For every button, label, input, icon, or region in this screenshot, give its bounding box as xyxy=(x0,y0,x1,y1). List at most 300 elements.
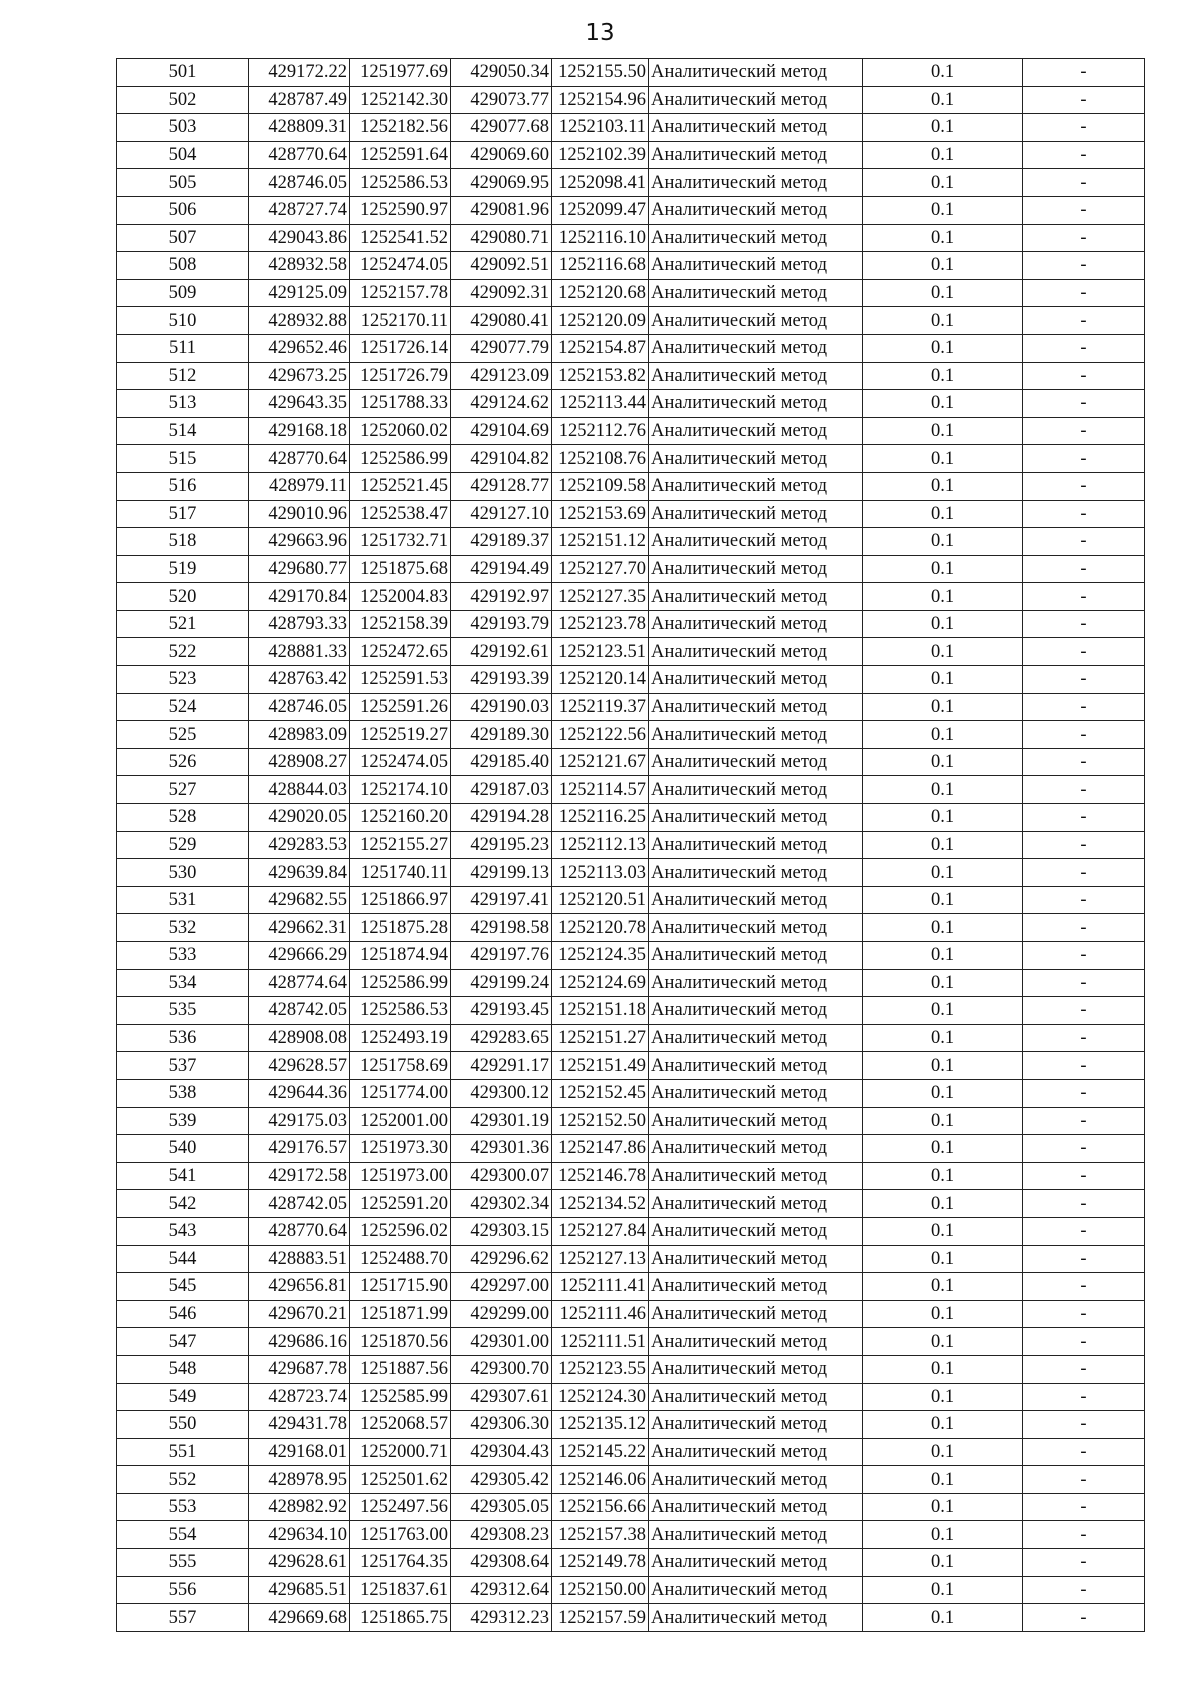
method-cell: Аналитический метод xyxy=(649,1245,863,1273)
y-new-cell: 1252151.18 xyxy=(552,997,649,1025)
note-cell: - xyxy=(1023,59,1145,87)
point-number-cell: 504 xyxy=(117,141,249,169)
x-new-cell: 429080.41 xyxy=(451,307,552,335)
x-new-cell: 429312.64 xyxy=(451,1576,552,1604)
x-new-cell: 429194.49 xyxy=(451,555,552,583)
y-old-cell: 1251837.61 xyxy=(350,1576,451,1604)
point-number-cell: 552 xyxy=(117,1466,249,1494)
method-cell: Аналитический метод xyxy=(649,693,863,721)
method-cell: Аналитический метод xyxy=(649,390,863,418)
table-row xyxy=(117,1355,1145,1383)
table-row xyxy=(117,86,1145,114)
point-number-cell: 503 xyxy=(117,114,249,142)
table-row xyxy=(117,638,1145,666)
y-new-cell: 1252123.51 xyxy=(552,638,649,666)
x-old-cell: 428979.11 xyxy=(249,472,350,500)
x-new-cell: 429308.64 xyxy=(451,1549,552,1577)
note-cell: - xyxy=(1023,610,1145,638)
method-cell: Аналитический метод xyxy=(649,1438,863,1466)
y-old-cell: 1251875.28 xyxy=(350,914,451,942)
accuracy-cell: 0.1 xyxy=(863,141,1023,169)
point-number-cell: 521 xyxy=(117,610,249,638)
x-new-cell: 429190.03 xyxy=(451,693,552,721)
x-new-cell: 429123.09 xyxy=(451,362,552,390)
method-cell: Аналитический метод xyxy=(649,141,863,169)
y-new-cell: 1252109.58 xyxy=(552,472,649,500)
y-old-cell: 1252497.56 xyxy=(350,1493,451,1521)
x-old-cell: 428727.74 xyxy=(249,196,350,224)
table-row xyxy=(117,1604,1145,1632)
y-new-cell: 1252157.59 xyxy=(552,1604,649,1632)
x-new-cell: 429192.61 xyxy=(451,638,552,666)
note-cell: - xyxy=(1023,114,1145,142)
x-old-cell: 428746.05 xyxy=(249,693,350,721)
y-new-cell: 1252154.87 xyxy=(552,334,649,362)
method-cell: Аналитический метод xyxy=(649,776,863,804)
y-old-cell: 1251774.00 xyxy=(350,1079,451,1107)
note-cell: - xyxy=(1023,1052,1145,1080)
note-cell: - xyxy=(1023,1273,1145,1301)
page-number: 13 xyxy=(585,20,615,46)
x-new-cell: 429077.68 xyxy=(451,114,552,142)
x-old-cell: 429662.31 xyxy=(249,914,350,942)
y-new-cell: 1252145.22 xyxy=(552,1438,649,1466)
table-row xyxy=(117,114,1145,142)
table-row xyxy=(117,583,1145,611)
point-number-cell: 557 xyxy=(117,1604,249,1632)
y-new-cell: 1252151.49 xyxy=(552,1052,649,1080)
accuracy-cell: 0.1 xyxy=(863,1300,1023,1328)
x-new-cell: 429300.70 xyxy=(451,1355,552,1383)
accuracy-cell: 0.1 xyxy=(863,914,1023,942)
x-old-cell: 428983.09 xyxy=(249,721,350,749)
point-number-cell: 513 xyxy=(117,390,249,418)
x-old-cell: 428881.33 xyxy=(249,638,350,666)
y-new-cell: 1252098.41 xyxy=(552,169,649,197)
point-number-cell: 532 xyxy=(117,914,249,942)
table-row xyxy=(117,942,1145,970)
accuracy-cell: 0.1 xyxy=(863,721,1023,749)
y-old-cell: 1252590.97 xyxy=(350,196,451,224)
table-row xyxy=(117,279,1145,307)
y-new-cell: 1252124.30 xyxy=(552,1383,649,1411)
y-new-cell: 1252116.68 xyxy=(552,252,649,280)
accuracy-cell: 0.1 xyxy=(863,1052,1023,1080)
x-old-cell: 428742.05 xyxy=(249,1190,350,1218)
method-cell: Аналитический метод xyxy=(649,638,863,666)
accuracy-cell: 0.1 xyxy=(863,942,1023,970)
note-cell: - xyxy=(1023,942,1145,970)
point-number-cell: 501 xyxy=(117,59,249,87)
x-new-cell: 429301.19 xyxy=(451,1107,552,1135)
accuracy-cell: 0.1 xyxy=(863,417,1023,445)
note-cell: - xyxy=(1023,638,1145,666)
x-new-cell: 429128.77 xyxy=(451,472,552,500)
table-row xyxy=(117,500,1145,528)
x-new-cell: 429185.40 xyxy=(451,748,552,776)
y-new-cell: 1252116.10 xyxy=(552,224,649,252)
x-old-cell: 429170.84 xyxy=(249,583,350,611)
point-number-cell: 506 xyxy=(117,196,249,224)
point-number-cell: 538 xyxy=(117,1079,249,1107)
point-number-cell: 508 xyxy=(117,252,249,280)
note-cell: - xyxy=(1023,1079,1145,1107)
note-cell: - xyxy=(1023,969,1145,997)
point-number-cell: 553 xyxy=(117,1493,249,1521)
accuracy-cell: 0.1 xyxy=(863,1383,1023,1411)
note-cell: - xyxy=(1023,583,1145,611)
method-cell: Аналитический метод xyxy=(649,1162,863,1190)
y-old-cell: 1252538.47 xyxy=(350,500,451,528)
y-new-cell: 1252155.50 xyxy=(552,59,649,87)
point-number-cell: 534 xyxy=(117,969,249,997)
x-new-cell: 429092.31 xyxy=(451,279,552,307)
x-new-cell: 429069.60 xyxy=(451,141,552,169)
x-old-cell: 429686.16 xyxy=(249,1328,350,1356)
point-number-cell: 543 xyxy=(117,1217,249,1245)
y-new-cell: 1252113.03 xyxy=(552,859,649,887)
table-row xyxy=(117,196,1145,224)
accuracy-cell: 0.1 xyxy=(863,307,1023,335)
x-new-cell: 429296.62 xyxy=(451,1245,552,1273)
y-new-cell: 1252120.09 xyxy=(552,307,649,335)
note-cell: - xyxy=(1023,859,1145,887)
accuracy-cell: 0.1 xyxy=(863,1604,1023,1632)
point-number-cell: 554 xyxy=(117,1521,249,1549)
y-old-cell: 1251875.68 xyxy=(350,555,451,583)
note-cell: - xyxy=(1023,1300,1145,1328)
method-cell: Аналитический метод xyxy=(649,196,863,224)
x-old-cell: 428809.31 xyxy=(249,114,350,142)
x-old-cell: 429628.57 xyxy=(249,1052,350,1080)
table-row xyxy=(117,1521,1145,1549)
y-old-cell: 1251870.56 xyxy=(350,1328,451,1356)
method-cell: Аналитический метод xyxy=(649,252,863,280)
accuracy-cell: 0.1 xyxy=(863,804,1023,832)
note-cell: - xyxy=(1023,472,1145,500)
note-cell: - xyxy=(1023,1576,1145,1604)
accuracy-cell: 0.1 xyxy=(863,114,1023,142)
method-cell: Аналитический метод xyxy=(649,1328,863,1356)
point-number-cell: 541 xyxy=(117,1162,249,1190)
x-old-cell: 429669.68 xyxy=(249,1604,350,1632)
point-number-cell: 549 xyxy=(117,1383,249,1411)
table-row xyxy=(117,445,1145,473)
accuracy-cell: 0.1 xyxy=(863,1217,1023,1245)
y-new-cell: 1252119.37 xyxy=(552,693,649,721)
note-cell: - xyxy=(1023,666,1145,694)
x-new-cell: 429194.28 xyxy=(451,804,552,832)
x-old-cell: 429043.86 xyxy=(249,224,350,252)
x-old-cell: 429125.09 xyxy=(249,279,350,307)
table-row xyxy=(117,528,1145,556)
x-old-cell: 428793.33 xyxy=(249,610,350,638)
method-cell: Аналитический метод xyxy=(649,445,863,473)
accuracy-cell: 0.1 xyxy=(863,693,1023,721)
accuracy-cell: 0.1 xyxy=(863,997,1023,1025)
table-row xyxy=(117,1190,1145,1218)
table-row xyxy=(117,555,1145,583)
y-new-cell: 1252120.14 xyxy=(552,666,649,694)
x-new-cell: 429193.39 xyxy=(451,666,552,694)
method-cell: Аналитический метод xyxy=(649,997,863,1025)
table-row xyxy=(117,1162,1145,1190)
table-row xyxy=(117,1328,1145,1356)
note-cell: - xyxy=(1023,1355,1145,1383)
point-number-cell: 542 xyxy=(117,1190,249,1218)
y-old-cell: 1251732.71 xyxy=(350,528,451,556)
table-row xyxy=(117,390,1145,418)
table-row xyxy=(117,914,1145,942)
x-new-cell: 429308.23 xyxy=(451,1521,552,1549)
method-cell: Аналитический метод xyxy=(649,528,863,556)
x-new-cell: 429127.10 xyxy=(451,500,552,528)
note-cell: - xyxy=(1023,445,1145,473)
x-new-cell: 429081.96 xyxy=(451,196,552,224)
y-old-cell: 1251973.00 xyxy=(350,1162,451,1190)
note-cell: - xyxy=(1023,1217,1145,1245)
y-new-cell: 1252111.46 xyxy=(552,1300,649,1328)
table-row xyxy=(117,776,1145,804)
point-number-cell: 536 xyxy=(117,1024,249,1052)
note-cell: - xyxy=(1023,334,1145,362)
x-new-cell: 429283.65 xyxy=(451,1024,552,1052)
accuracy-cell: 0.1 xyxy=(863,59,1023,87)
accuracy-cell: 0.1 xyxy=(863,1355,1023,1383)
method-cell: Аналитический метод xyxy=(649,1273,863,1301)
point-number-cell: 544 xyxy=(117,1245,249,1273)
accuracy-cell: 0.1 xyxy=(863,859,1023,887)
accuracy-cell: 0.1 xyxy=(863,1576,1023,1604)
y-old-cell: 1251865.75 xyxy=(350,1604,451,1632)
method-cell: Аналитический метод xyxy=(649,942,863,970)
method-cell: Аналитический метод xyxy=(649,1024,863,1052)
note-cell: - xyxy=(1023,279,1145,307)
x-new-cell: 429297.00 xyxy=(451,1273,552,1301)
accuracy-cell: 0.1 xyxy=(863,528,1023,556)
x-new-cell: 429305.42 xyxy=(451,1466,552,1494)
x-new-cell: 429092.51 xyxy=(451,252,552,280)
point-number-cell: 548 xyxy=(117,1355,249,1383)
y-old-cell: 1251871.99 xyxy=(350,1300,451,1328)
note-cell: - xyxy=(1023,141,1145,169)
x-new-cell: 429199.24 xyxy=(451,969,552,997)
y-old-cell: 1251726.79 xyxy=(350,362,451,390)
note-cell: - xyxy=(1023,914,1145,942)
y-old-cell: 1252586.99 xyxy=(350,969,451,997)
x-old-cell: 429680.77 xyxy=(249,555,350,583)
note-cell: - xyxy=(1023,1135,1145,1163)
method-cell: Аналитический метод xyxy=(649,1576,863,1604)
accuracy-cell: 0.1 xyxy=(863,1438,1023,1466)
accuracy-cell: 0.1 xyxy=(863,583,1023,611)
y-old-cell: 1252586.53 xyxy=(350,997,451,1025)
y-new-cell: 1252103.11 xyxy=(552,114,649,142)
accuracy-cell: 0.1 xyxy=(863,86,1023,114)
x-old-cell: 429670.21 xyxy=(249,1300,350,1328)
point-number-cell: 507 xyxy=(117,224,249,252)
y-new-cell: 1252122.56 xyxy=(552,721,649,749)
method-cell: Аналитический метод xyxy=(649,279,863,307)
point-number-cell: 502 xyxy=(117,86,249,114)
x-old-cell: 429634.10 xyxy=(249,1521,350,1549)
y-old-cell: 1251874.94 xyxy=(350,942,451,970)
x-new-cell: 429195.23 xyxy=(451,831,552,859)
method-cell: Аналитический метод xyxy=(649,721,863,749)
table-row xyxy=(117,1466,1145,1494)
table-row xyxy=(117,721,1145,749)
point-number-cell: 530 xyxy=(117,859,249,887)
method-cell: Аналитический метод xyxy=(649,1052,863,1080)
point-number-cell: 540 xyxy=(117,1135,249,1163)
point-number-cell: 537 xyxy=(117,1052,249,1080)
point-number-cell: 546 xyxy=(117,1300,249,1328)
x-new-cell: 429301.36 xyxy=(451,1135,552,1163)
y-new-cell: 1252127.70 xyxy=(552,555,649,583)
note-cell: - xyxy=(1023,390,1145,418)
accuracy-cell: 0.1 xyxy=(863,196,1023,224)
table-row xyxy=(117,666,1145,694)
y-old-cell: 1252591.20 xyxy=(350,1190,451,1218)
y-new-cell: 1252124.35 xyxy=(552,942,649,970)
x-old-cell: 429172.58 xyxy=(249,1162,350,1190)
method-cell: Аналитический метод xyxy=(649,59,863,87)
y-old-cell: 1252488.70 xyxy=(350,1245,451,1273)
accuracy-cell: 0.1 xyxy=(863,500,1023,528)
y-new-cell: 1252108.76 xyxy=(552,445,649,473)
table-row xyxy=(117,1383,1145,1411)
y-old-cell: 1252501.62 xyxy=(350,1466,451,1494)
table-row xyxy=(117,1549,1145,1577)
note-cell: - xyxy=(1023,1604,1145,1632)
y-new-cell: 1252134.52 xyxy=(552,1190,649,1218)
y-old-cell: 1251758.69 xyxy=(350,1052,451,1080)
method-cell: Аналитический метод xyxy=(649,1383,863,1411)
accuracy-cell: 0.1 xyxy=(863,279,1023,307)
x-old-cell: 428774.64 xyxy=(249,969,350,997)
table-row xyxy=(117,969,1145,997)
point-number-cell: 512 xyxy=(117,362,249,390)
method-cell: Аналитический метод xyxy=(649,417,863,445)
x-new-cell: 429073.77 xyxy=(451,86,552,114)
note-cell: - xyxy=(1023,1024,1145,1052)
accuracy-cell: 0.1 xyxy=(863,1079,1023,1107)
x-old-cell: 429628.61 xyxy=(249,1549,350,1577)
method-cell: Аналитический метод xyxy=(649,1079,863,1107)
point-number-cell: 517 xyxy=(117,500,249,528)
x-new-cell: 429300.07 xyxy=(451,1162,552,1190)
table-row xyxy=(117,1411,1145,1439)
point-number-cell: 535 xyxy=(117,997,249,1025)
table-row xyxy=(117,886,1145,914)
y-new-cell: 1252112.76 xyxy=(552,417,649,445)
y-old-cell: 1251866.97 xyxy=(350,886,451,914)
x-new-cell: 429192.97 xyxy=(451,583,552,611)
point-number-cell: 520 xyxy=(117,583,249,611)
coordinates-table xyxy=(116,58,1145,1632)
note-cell: - xyxy=(1023,86,1145,114)
x-new-cell: 429193.45 xyxy=(451,997,552,1025)
table-row xyxy=(117,224,1145,252)
y-old-cell: 1251764.35 xyxy=(350,1549,451,1577)
table-row xyxy=(117,334,1145,362)
y-new-cell: 1252127.35 xyxy=(552,583,649,611)
note-cell: - xyxy=(1023,224,1145,252)
method-cell: Аналитический метод xyxy=(649,1355,863,1383)
point-number-cell: 514 xyxy=(117,417,249,445)
y-new-cell: 1252151.27 xyxy=(552,1024,649,1052)
y-new-cell: 1252149.78 xyxy=(552,1549,649,1577)
table-row xyxy=(117,362,1145,390)
note-cell: - xyxy=(1023,1466,1145,1494)
method-cell: Аналитический метод xyxy=(649,1411,863,1439)
y-old-cell: 1252001.00 xyxy=(350,1107,451,1135)
y-new-cell: 1252120.78 xyxy=(552,914,649,942)
y-old-cell: 1251726.14 xyxy=(350,334,451,362)
x-new-cell: 429050.34 xyxy=(451,59,552,87)
note-cell: - xyxy=(1023,748,1145,776)
note-cell: - xyxy=(1023,831,1145,859)
accuracy-cell: 0.1 xyxy=(863,1245,1023,1273)
point-number-cell: 511 xyxy=(117,334,249,362)
y-new-cell: 1252116.25 xyxy=(552,804,649,832)
x-old-cell: 429010.96 xyxy=(249,500,350,528)
accuracy-cell: 0.1 xyxy=(863,1521,1023,1549)
accuracy-cell: 0.1 xyxy=(863,1411,1023,1439)
y-new-cell: 1252146.06 xyxy=(552,1466,649,1494)
note-cell: - xyxy=(1023,721,1145,749)
x-old-cell: 429643.35 xyxy=(249,390,350,418)
y-new-cell: 1252099.47 xyxy=(552,196,649,224)
y-old-cell: 1252160.20 xyxy=(350,804,451,832)
y-new-cell: 1252113.44 xyxy=(552,390,649,418)
y-new-cell: 1252135.12 xyxy=(552,1411,649,1439)
note-cell: - xyxy=(1023,997,1145,1025)
table-row xyxy=(117,1052,1145,1080)
x-old-cell: 428770.64 xyxy=(249,141,350,169)
method-cell: Аналитический метод xyxy=(649,1604,863,1632)
accuracy-cell: 0.1 xyxy=(863,362,1023,390)
y-new-cell: 1252153.82 xyxy=(552,362,649,390)
x-new-cell: 429198.58 xyxy=(451,914,552,942)
accuracy-cell: 0.1 xyxy=(863,886,1023,914)
x-new-cell: 429303.15 xyxy=(451,1217,552,1245)
x-old-cell: 429687.78 xyxy=(249,1355,350,1383)
note-cell: - xyxy=(1023,169,1145,197)
note-cell: - xyxy=(1023,1162,1145,1190)
point-number-cell: 516 xyxy=(117,472,249,500)
method-cell: Аналитический метод xyxy=(649,1521,863,1549)
accuracy-cell: 0.1 xyxy=(863,969,1023,997)
y-old-cell: 1251763.00 xyxy=(350,1521,451,1549)
x-old-cell: 428932.88 xyxy=(249,307,350,335)
accuracy-cell: 0.1 xyxy=(863,776,1023,804)
y-new-cell: 1252114.57 xyxy=(552,776,649,804)
note-cell: - xyxy=(1023,1190,1145,1218)
accuracy-cell: 0.1 xyxy=(863,1190,1023,1218)
table-row xyxy=(117,169,1145,197)
x-old-cell: 428844.03 xyxy=(249,776,350,804)
y-new-cell: 1252146.78 xyxy=(552,1162,649,1190)
note-cell: - xyxy=(1023,1549,1145,1577)
note-cell: - xyxy=(1023,693,1145,721)
y-new-cell: 1252147.86 xyxy=(552,1135,649,1163)
method-cell: Аналитический метод xyxy=(649,1493,863,1521)
point-number-cell: 515 xyxy=(117,445,249,473)
x-old-cell: 428908.08 xyxy=(249,1024,350,1052)
y-old-cell: 1252182.56 xyxy=(350,114,451,142)
point-number-cell: 547 xyxy=(117,1328,249,1356)
